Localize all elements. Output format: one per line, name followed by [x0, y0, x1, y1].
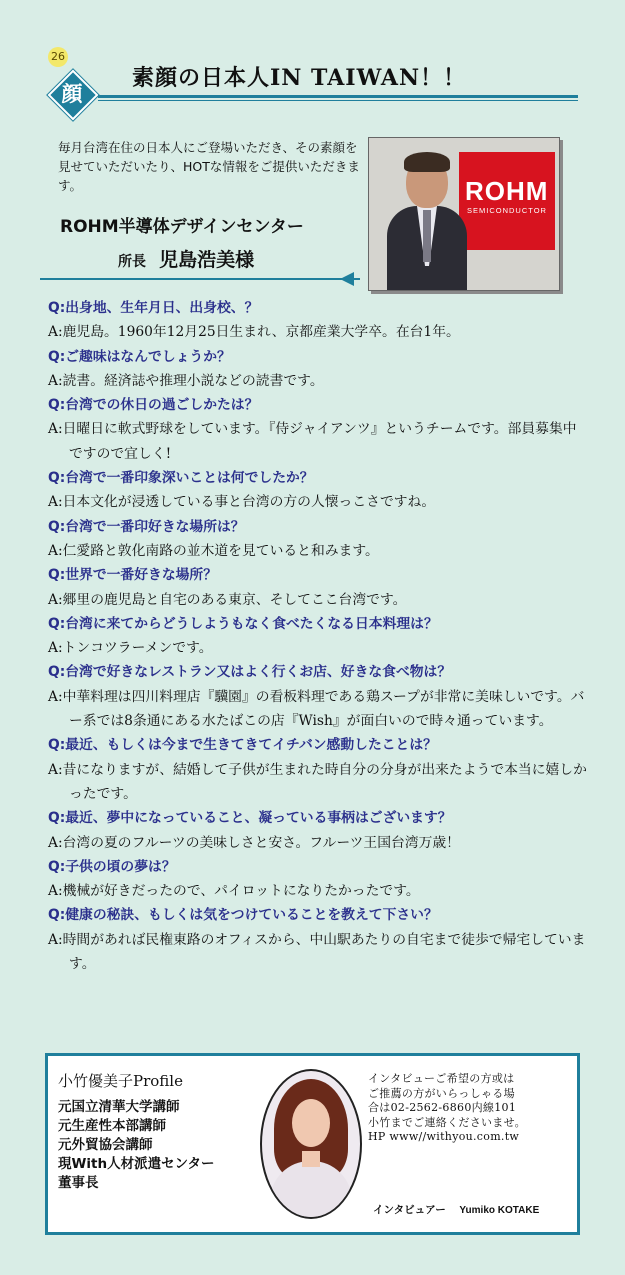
answer-text: 郷里の鹿児島と自宅のある東京、そしてここ台湾です。: [62, 591, 407, 608]
question-label: Q:: [48, 518, 66, 535]
question: [48, 806, 588, 830]
interviewer-portrait: [260, 1069, 362, 1219]
question: [48, 660, 588, 684]
profile-line: 現With人材派遣センター: [58, 1156, 215, 1172]
question-text: 最近、もしくは今まで生きてきてイチバン感動したことは？: [65, 737, 437, 754]
answer-text: 中華料理は四川料理店『驥園』の看板料理である鶏スープが非常に美味しいです。バー系では8条通にある水たばこの店『Wish』が面白いので時々通っています。: [62, 688, 585, 730]
contact-info: [368, 1072, 573, 1145]
contact-line: インタビューご希望の方或は: [368, 1072, 515, 1085]
answer-text: 鹿児島。1960年12月25日生まれ、京都産業大学卒。在台1年。: [62, 324, 460, 341]
badge-char: 顔: [61, 81, 83, 106]
answer-text: 日曜日に軟式野球をしています。『侍ジャイアンツ』というチームです。部員募集中ですので宜しく!: [62, 421, 577, 462]
answer-text: 昔になりますが、結婚して子供が生まれた時自分の分身が出来たようで本当に嬉しかったです。: [62, 761, 587, 802]
question: [48, 393, 588, 417]
question: [48, 563, 588, 587]
question-label: Q:: [48, 737, 66, 754]
answer-text: 日本文化が浸透している事と台湾の方の人懐っこさですね。: [62, 494, 436, 511]
profile-box: [45, 1053, 580, 1235]
question-text: 世界で一番好きな場所？: [65, 567, 218, 584]
question: [48, 733, 588, 757]
profile-lines: [58, 1098, 215, 1193]
company-name: ROHM半導体デザインセンター: [60, 217, 304, 237]
question: [48, 296, 588, 320]
question-label: Q:: [48, 907, 66, 924]
question-label: Q:: [48, 810, 66, 827]
question-label: Q:: [48, 348, 66, 365]
question: [48, 612, 588, 636]
answer-label: A:: [48, 883, 63, 900]
question-text: 出身地、生年月日、出身校、？: [65, 300, 259, 316]
answer-label: A:: [48, 494, 63, 511]
page-title: 素顔の日本人IN TAIWAN！！: [132, 65, 467, 91]
contact-line: 小竹までご連絡くださいませ。: [368, 1115, 526, 1129]
answer-label: A:: [48, 324, 63, 341]
face-badge: [50, 72, 94, 116]
question-label: Q:: [48, 664, 66, 681]
interviewer-label: インタビュアー: [373, 1204, 446, 1216]
answer-label: A:: [48, 372, 63, 389]
answer: [48, 320, 588, 344]
answer: [48, 928, 588, 977]
question-text: 健康の秘訣、もしくは気をつけていることを教えて下さい？: [65, 907, 438, 924]
question-label: Q:: [48, 615, 66, 632]
profile-line: 元外貿協会講師: [58, 1137, 153, 1153]
answer: [48, 490, 588, 514]
answer-text: 読書。経済誌や推理小説などの読書です。: [62, 372, 324, 389]
question-text: 最近、夢中になっていること、凝っている事柄はございます？: [65, 810, 452, 827]
contact-line: HP www//withyou.com.tw: [368, 1130, 520, 1143]
question-text: 台湾で一番印好きな場所は？: [65, 518, 245, 535]
interviewee-name: [118, 245, 254, 272]
contact-line: ご推薦の方がいらっしゃる場: [368, 1086, 515, 1100]
question-text: 台湾での休日の過ごしかたは？: [65, 397, 259, 414]
question-text: 台湾で一番印象深いことは何でしたか？: [65, 470, 314, 487]
profile-line: 元国立清華大学講師: [58, 1099, 180, 1115]
title-rule-thin: [98, 100, 578, 101]
answer: [48, 831, 588, 855]
page-number: 26: [48, 47, 68, 67]
title-rule: [98, 95, 578, 98]
question: [48, 515, 588, 539]
profile-line: 董事長: [58, 1175, 99, 1191]
question-text: 子供の頃の夢は？: [65, 858, 176, 875]
question: [48, 903, 588, 927]
answer-label: A:: [48, 591, 63, 608]
answer-label: A:: [48, 688, 63, 705]
question-label: Q:: [48, 397, 66, 414]
answer: [48, 588, 588, 612]
name-rule: [40, 278, 360, 280]
qa-section: [48, 296, 588, 976]
answer-label: A:: [48, 421, 63, 438]
question: [48, 345, 588, 369]
answer: [48, 539, 588, 563]
question-text: 台湾に来てからどうしようもなく食べたくなる日本料理は？: [65, 615, 438, 632]
answer-text: トンコツラーメンです。: [62, 640, 213, 657]
interviewee-role: 所長: [118, 254, 146, 270]
question-label: Q:: [48, 567, 66, 584]
answer-label: A:: [48, 640, 63, 657]
answer-label: A:: [48, 931, 63, 948]
question: [48, 466, 588, 490]
rohm-logo: ROHM: [465, 176, 549, 206]
interviewer-caption: [373, 1202, 539, 1217]
name-arrow-icon: [340, 272, 354, 286]
question-text: ご趣味はなんでしょうか？: [65, 348, 231, 365]
interviewer-name: Yumiko KOTAKE: [459, 1205, 540, 1216]
answer-text: 台湾の夏のフルーツの美味しさと安さ。フルーツ王国台湾万歳！: [62, 834, 460, 851]
rohm-logo-sub: SEMICONDUCTOR: [467, 206, 547, 215]
interviewee-full-name: 児島浩美様: [159, 249, 255, 271]
question-label: Q:: [48, 858, 66, 875]
answer-text: 機械が好きだったので、パイロットになりたかったです。: [62, 883, 420, 900]
answer: [48, 636, 588, 660]
answer: [48, 369, 588, 393]
answer-label: A:: [48, 542, 63, 559]
answer-text: 時間があれば民権東路のオフィスから、中山駅あたりの自宅まで徒歩で帰宅しています。: [62, 931, 586, 973]
answer: [48, 758, 588, 807]
answer-label: A:: [48, 834, 63, 851]
question-text: 台湾で好きなレストラン又はよく行くお店、好きな食べ物は？: [65, 664, 452, 681]
question: [48, 855, 588, 879]
answer: [48, 417, 588, 466]
intro-text: 毎月台湾在住の日本人にご登場いただき、その素顔を見せていただいたり、HOTな情報をご提供いただきます。: [58, 140, 360, 193]
contact-line: 合は02-2562-6860内線101: [368, 1101, 517, 1114]
answer-label: A:: [48, 761, 63, 778]
question-label: Q:: [48, 300, 66, 316]
interviewee-photo: [368, 137, 560, 291]
answer: [48, 879, 588, 903]
answer-text: 仁愛路と敦化南路の並木道を見ていると和みます。: [62, 542, 379, 559]
answer: [48, 685, 588, 734]
question-label: Q:: [48, 470, 66, 487]
profile-title: 小竹優美子Profile: [58, 1072, 183, 1090]
profile-line: 元生産性本部講師: [58, 1118, 166, 1134]
